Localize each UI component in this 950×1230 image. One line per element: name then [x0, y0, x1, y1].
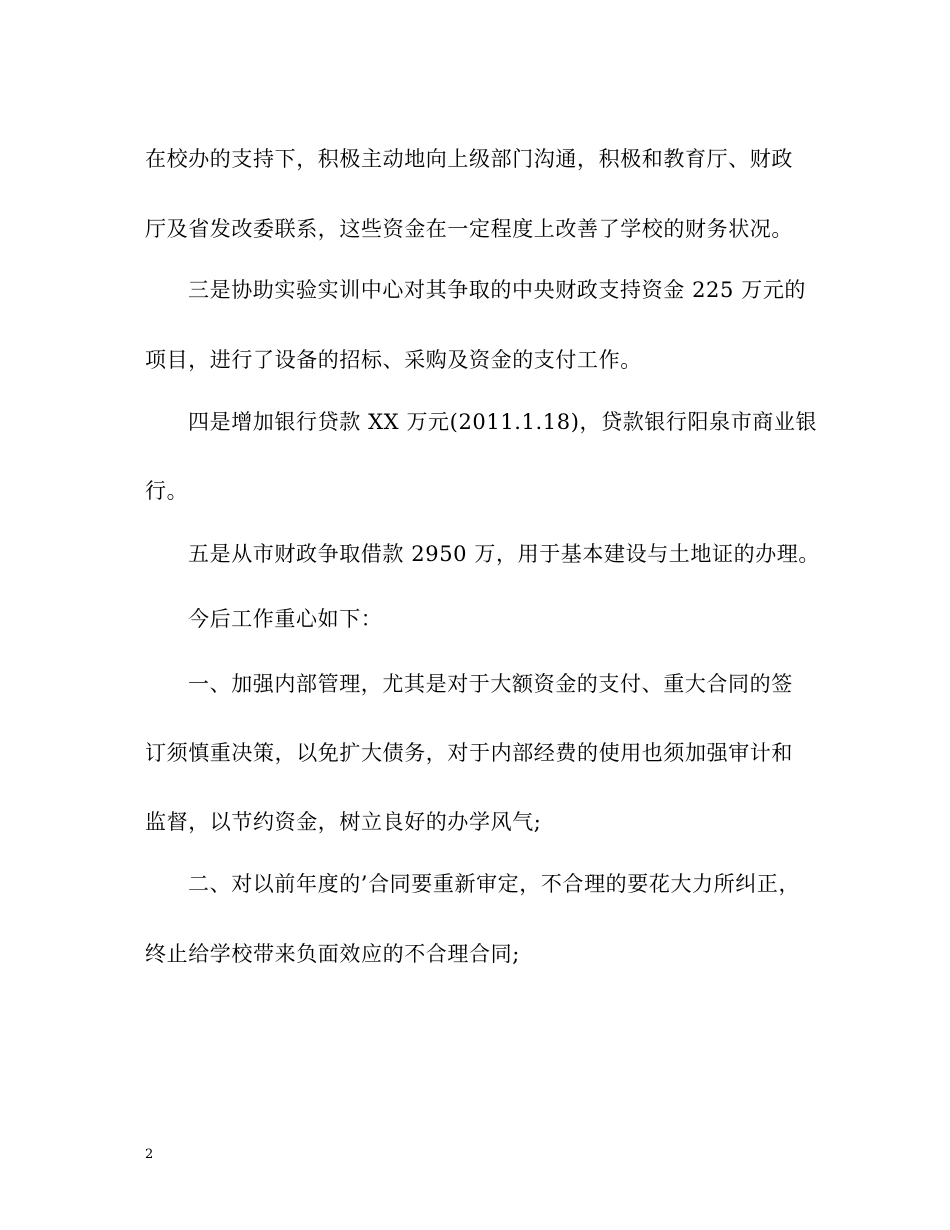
paragraph-line: 项目，进行了设备的招标、采购及资金的支付工作。 — [145, 348, 642, 372]
paragraph-line: 在校办的支持下，积极主动地向上级部门沟通，积极和教育厅、财政 — [145, 147, 793, 171]
paragraph-line: 二、对以前年度的’合同要重新审定，不合理的要花大力所纠正， — [188, 872, 801, 896]
paragraph-line: 三是协助实验实训中心对其争取的中央财政支持资金 225 万元的 — [188, 278, 807, 302]
paragraph-line: 今后工作重心如下： — [188, 607, 383, 631]
paragraph-line: 监督，以节约资金，树立良好的办学风气; — [145, 810, 542, 834]
paragraph-line: 厅及省发改委联系，这些资金在一定程度上改善了学校的财务状况。 — [145, 217, 793, 241]
paragraph-line: 五是从市财政争取借款 2950 万，用于基本建设与土地证的办理。 — [188, 542, 820, 566]
paragraph-line: 终止给学校带来负面效应的不合理合同; — [145, 942, 520, 966]
paragraph-line: 订须慎重决策，以免扩大债务，对于内部经费的使用也须加强审计和 — [145, 741, 793, 765]
paragraph-line: 行。 — [145, 479, 189, 503]
paragraph-line: 四是增加银行贷款 XX 万元(2011.1.18)，贷款银行阳泉市商业银 — [188, 410, 818, 434]
page-number: 2 — [145, 1147, 154, 1162]
paragraph-line: 一、加强内部管理，尤其是对于大额资金的支付、重大合同的签 — [188, 672, 793, 696]
